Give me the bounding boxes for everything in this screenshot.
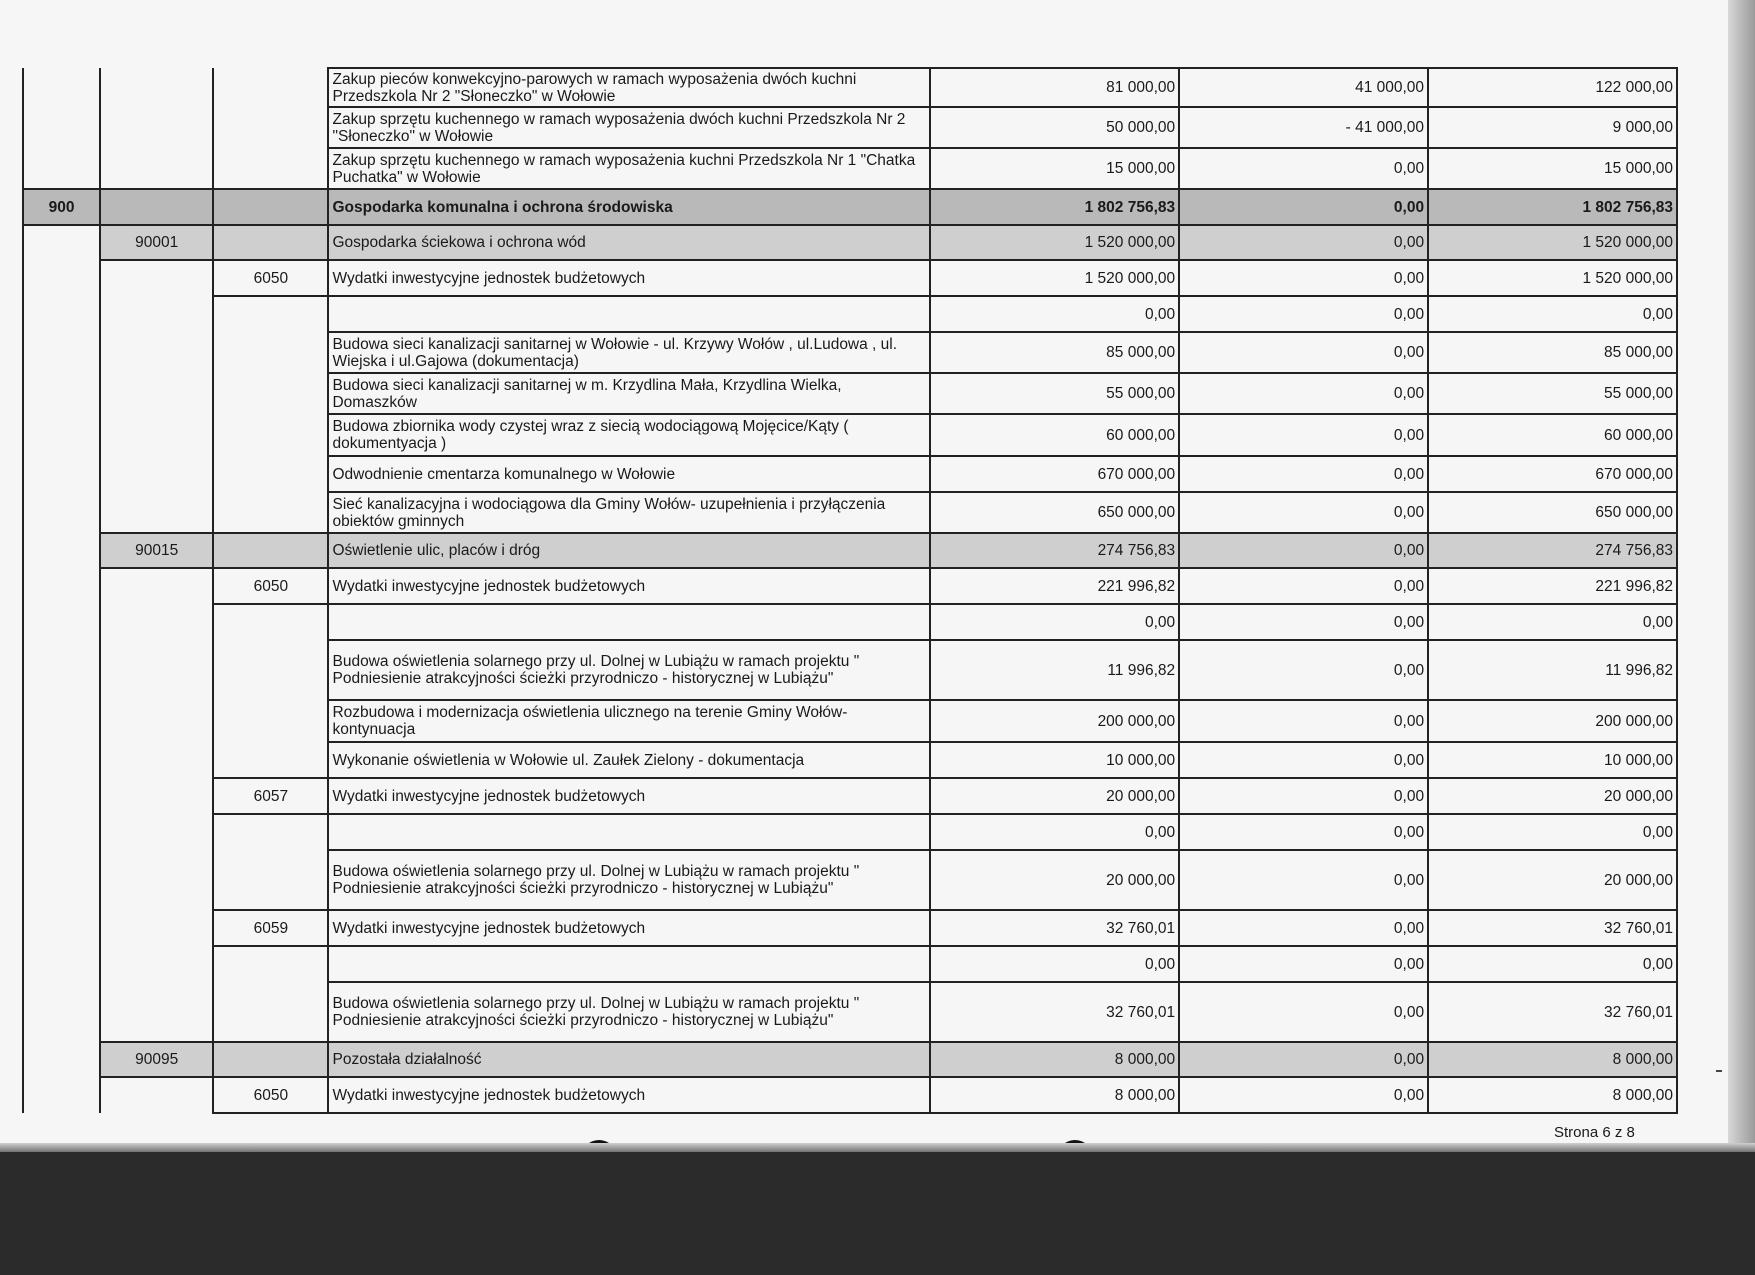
item-name-cell: Wydatki inwestycyjne jednostek budżetowych: [328, 778, 930, 814]
amount-after-cell: 10 000,00: [1428, 742, 1677, 778]
table-row-item: [23, 814, 1677, 850]
amount-after-cell: 15 000,00: [1428, 148, 1677, 189]
rozdzial-code-cell: 90095: [100, 1042, 213, 1077]
amount-after-cell: 20 000,00: [1428, 850, 1677, 910]
rozdzial-cell: [100, 568, 213, 604]
amount-change-cell: 0,00: [1179, 296, 1428, 332]
rozdzial-cell: [100, 1077, 213, 1113]
paragraf-cell: [213, 373, 328, 414]
rozdzial-cell: [100, 910, 213, 946]
scan-mark: [1716, 1070, 1722, 1072]
amount-before-cell: 50 000,00: [930, 107, 1179, 148]
amount-before-cell: 670 000,00: [930, 456, 1179, 492]
rozdzial-cell: [100, 492, 213, 533]
paragraf-cell: [213, 148, 328, 189]
amount-change-cell: 0,00: [1179, 456, 1428, 492]
rozdzial-cell: [100, 814, 213, 850]
amount-change-cell: 0,00: [1179, 332, 1428, 373]
amount-before-cell: 81 000,00: [930, 68, 1179, 107]
amount-before-cell: 20 000,00: [930, 778, 1179, 814]
paragraf-cell: [213, 189, 328, 225]
amount-change-cell: 41 000,00: [1179, 68, 1428, 107]
amount-before-cell: 200 000,00: [930, 700, 1179, 742]
dzial-cell: [23, 982, 100, 1042]
dzial-cell: [23, 68, 100, 107]
item-name-cell: Budowa oświetlenia solarnego przy ul. Dolnej w Lubiążu w ramach projektu " Podniesienie atrakcyjności ścieżki przyrodniczo - historycznej w Lubiążu": [328, 640, 930, 700]
table-row-item: [23, 332, 1677, 373]
rozdzial-cell: [100, 700, 213, 742]
paragraf-code-cell: 6059: [213, 910, 328, 946]
amount-after-cell: 32 760,01: [1428, 982, 1677, 1042]
amount-after-cell: 85 000,00: [1428, 332, 1677, 373]
amount-change-cell: 0,00: [1179, 640, 1428, 700]
item-name-cell: Wydatki inwestycyjne jednostek budżetowych: [328, 910, 930, 946]
paragraf-cell: [213, 640, 328, 700]
amount-change-cell: 0,00: [1179, 533, 1428, 568]
paragraf-cell: [213, 332, 328, 373]
rozdzial-cell: [100, 148, 213, 189]
amount-before-cell: 0,00: [930, 946, 1179, 982]
amount-after-cell: 1 802 756,83: [1428, 189, 1677, 225]
paragraf-code-cell: 6050: [213, 568, 328, 604]
dzial-cell: [23, 850, 100, 910]
dzial-cell: [23, 640, 100, 700]
amount-after-cell: 60 000,00: [1428, 414, 1677, 456]
rozdzial-cell: [100, 260, 213, 296]
dzial-cell: [23, 1077, 100, 1113]
amount-change-cell: 0,00: [1179, 1077, 1428, 1113]
amount-after-cell: 8 000,00: [1428, 1077, 1677, 1113]
paragraf-cell: [213, 68, 328, 107]
amount-after-cell: 11 996,82: [1428, 640, 1677, 700]
amount-before-cell: 85 000,00: [930, 332, 1179, 373]
amount-after-cell: 200 000,00: [1428, 700, 1677, 742]
dzial-cell: [23, 296, 100, 332]
amount-after-cell: 55 000,00: [1428, 373, 1677, 414]
paragraf-cell: [213, 604, 328, 640]
rozdzial-cell: [100, 640, 213, 700]
amount-change-cell: 0,00: [1179, 814, 1428, 850]
rozdzial-cell: [100, 107, 213, 148]
item-name-cell: Budowa oświetlenia solarnego przy ul. Dolnej w Lubiążu w ramach projektu " Podniesienie atrakcyjności ścieżki przyrodniczo - historycznej w Lubiążu": [328, 982, 930, 1042]
amount-after-cell: 670 000,00: [1428, 456, 1677, 492]
dzial-cell: [23, 414, 100, 456]
amount-change-cell: 0,00: [1179, 778, 1428, 814]
amount-before-cell: 0,00: [930, 814, 1179, 850]
item-name-cell: Wydatki inwestycyjne jednostek budżetowych: [328, 568, 930, 604]
amount-change-cell: 0,00: [1179, 700, 1428, 742]
rozdzial-cell: [100, 604, 213, 640]
table-row-item: [23, 946, 1677, 982]
amount-change-cell: 0,00: [1179, 414, 1428, 456]
table-row-item: [23, 850, 1677, 910]
rozdzial-cell: [100, 850, 213, 910]
amount-change-cell: 0,00: [1179, 1042, 1428, 1077]
amount-change-cell: 0,00: [1179, 189, 1428, 225]
amount-after-cell: 274 756,83: [1428, 533, 1677, 568]
amount-after-cell: 20 000,00: [1428, 778, 1677, 814]
dzial-cell: [23, 533, 100, 568]
dzial-code-cell: 900: [23, 189, 100, 225]
dzial-cell: [23, 225, 100, 260]
item-name-cell: [328, 296, 930, 332]
paragraf-cell: [213, 814, 328, 850]
amount-change-cell: 0,00: [1179, 225, 1428, 260]
dzial-cell: [23, 456, 100, 492]
amount-change-cell: 0,00: [1179, 373, 1428, 414]
paragraf-cell: [213, 533, 328, 568]
amount-change-cell: 0,00: [1179, 148, 1428, 189]
dzial-cell: [23, 604, 100, 640]
dzial-cell: [23, 492, 100, 533]
item-name-cell: Pozostała działalność: [328, 1042, 930, 1077]
paragraf-cell: [213, 700, 328, 742]
amount-before-cell: 11 996,82: [930, 640, 1179, 700]
item-name-cell: [328, 814, 930, 850]
rozdzial-cell: [100, 332, 213, 373]
table-row-dzial: [23, 189, 1677, 225]
rozdzial-cell: [100, 982, 213, 1042]
item-name-cell: Odwodnienie cmentarza komunalnego w Wołowie: [328, 456, 930, 492]
table-row-rozdzial: [23, 225, 1677, 260]
rozdzial-code-cell: 90015: [100, 533, 213, 568]
paragraf-cell: [213, 296, 328, 332]
dzial-cell: [23, 260, 100, 296]
rozdzial-cell: [100, 296, 213, 332]
dzial-cell: [23, 814, 100, 850]
item-name-cell: Rozbudowa i modernizacja oświetlenia ulicznego na terenie Gminy Wołów- kontynuacja: [328, 700, 930, 742]
amount-before-cell: 221 996,82: [930, 568, 1179, 604]
rozdzial-code-cell: 90001: [100, 225, 213, 260]
table-row-paragraf: [23, 1077, 1677, 1113]
amount-after-cell: 0,00: [1428, 604, 1677, 640]
rozdzial-cell: [100, 414, 213, 456]
table-row-item: [23, 68, 1677, 107]
amount-before-cell: 0,00: [930, 604, 1179, 640]
amount-after-cell: 8 000,00: [1428, 1042, 1677, 1077]
dzial-cell: [23, 946, 100, 982]
dzial-cell: [23, 742, 100, 778]
budget-table-body: [23, 68, 1677, 1113]
amount-before-cell: 274 756,83: [930, 533, 1179, 568]
item-name-cell: Gospodarka ściekowa i ochrona wód: [328, 225, 930, 260]
rozdzial-cell: [100, 373, 213, 414]
item-name-cell: Gospodarka komunalna i ochrona środowiska: [328, 189, 930, 225]
dzial-cell: [23, 332, 100, 373]
budget-table: [22, 67, 1678, 1114]
paragraf-cell: [213, 850, 328, 910]
amount-after-cell: 650 000,00: [1428, 492, 1677, 533]
dzial-cell: [23, 700, 100, 742]
table-row-item: [23, 604, 1677, 640]
rozdzial-cell: [100, 778, 213, 814]
amount-before-cell: 1 520 000,00: [930, 225, 1179, 260]
item-name-cell: Sieć kanalizacyjna i wodociągowa dla Gminy Wołów- uzupełnienia i przyłączenia obiektów gminnych: [328, 492, 930, 533]
paragraf-cell: [213, 492, 328, 533]
amount-after-cell: 0,00: [1428, 296, 1677, 332]
scanner-background: [0, 1152, 1755, 1275]
amount-after-cell: 9 000,00: [1428, 107, 1677, 148]
amount-before-cell: 1 802 756,83: [930, 189, 1179, 225]
table-row-item: [23, 296, 1677, 332]
amount-change-cell: 0,00: [1179, 910, 1428, 946]
item-name-cell: Wykonanie oświetlenia w Wołowie ul. Zaułek Zielony - dokumentacja: [328, 742, 930, 778]
amount-before-cell: 32 760,01: [930, 910, 1179, 946]
dzial-cell: [23, 373, 100, 414]
item-name-cell: [328, 946, 930, 982]
dzial-cell: [23, 568, 100, 604]
footer-page-number: Strona 6 z 8: [1554, 1124, 1635, 1141]
dzial-cell: [23, 910, 100, 946]
scan-edge: [1728, 0, 1755, 1160]
amount-change-cell: 0,00: [1179, 492, 1428, 533]
table-row-item: [23, 640, 1677, 700]
item-name-cell: Budowa sieci kanalizacji sanitarnej w Wołowie - ul. Krzywy Wołów , ul.Ludowa , ul. Wiejska i ul.Gajowa (dokumentacja): [328, 332, 930, 373]
table-row-rozdzial: [23, 1042, 1677, 1077]
item-name-cell: Zakup pieców konwekcyjno-parowych w ramach wyposażenia dwóch kuchni Przedszkola Nr 2 "Słoneczko" w Wołowie: [328, 68, 930, 107]
paragraf-cell: [213, 1042, 328, 1077]
item-name-cell: Oświetlenie ulic, placów i dróg: [328, 533, 930, 568]
amount-before-cell: 15 000,00: [930, 148, 1179, 189]
amount-before-cell: 650 000,00: [930, 492, 1179, 533]
item-name-cell: [328, 604, 930, 640]
item-name-cell: Budowa sieci kanalizacji sanitarnej w m. Krzydlina Mała, Krzydlina Wielka, Domaszków: [328, 373, 930, 414]
paragraf-code-cell: 6050: [213, 1077, 328, 1113]
item-name-cell: Wydatki inwestycyjne jednostek budżetowych: [328, 260, 930, 296]
amount-after-cell: 32 760,01: [1428, 910, 1677, 946]
rozdzial-cell: [100, 189, 213, 225]
paragraf-cell: [213, 107, 328, 148]
amount-before-cell: 10 000,00: [930, 742, 1179, 778]
table-row-item: [23, 107, 1677, 148]
amount-before-cell: 8 000,00: [930, 1077, 1179, 1113]
amount-change-cell: 0,00: [1179, 260, 1428, 296]
amount-after-cell: 1 520 000,00: [1428, 260, 1677, 296]
dzial-cell: [23, 107, 100, 148]
item-name-cell: Budowa oświetlenia solarnego przy ul. Dolnej w Lubiążu w ramach projektu " Podniesienie atrakcyjności ścieżki przyrodniczo - historycznej w Lubiążu": [328, 850, 930, 910]
rozdzial-cell: [100, 946, 213, 982]
dzial-cell: [23, 1042, 100, 1077]
amount-after-cell: 0,00: [1428, 946, 1677, 982]
amount-change-cell: 0,00: [1179, 568, 1428, 604]
table-row-paragraf: [23, 260, 1677, 296]
amount-change-cell: - 41 000,00: [1179, 107, 1428, 148]
dzial-cell: [23, 148, 100, 189]
table-row-item: [23, 414, 1677, 456]
paragraf-cell: [213, 225, 328, 260]
amount-before-cell: 55 000,00: [930, 373, 1179, 414]
paragraf-cell: [213, 946, 328, 982]
amount-change-cell: 0,00: [1179, 742, 1428, 778]
amount-before-cell: 0,00: [930, 296, 1179, 332]
item-name-cell: Zakup sprzętu kuchennego w ramach wyposażenia dwóch kuchni Przedszkola Nr 2 "Słoneczko" w Wołowie: [328, 107, 930, 148]
rozdzial-cell: [100, 742, 213, 778]
paragraf-cell: [213, 982, 328, 1042]
dzial-cell: [23, 778, 100, 814]
amount-after-cell: 1 520 000,00: [1428, 225, 1677, 260]
amount-before-cell: 32 760,01: [930, 982, 1179, 1042]
rozdzial-cell: [100, 456, 213, 492]
table-row-item: [23, 373, 1677, 414]
amount-before-cell: 60 000,00: [930, 414, 1179, 456]
paragraf-code-cell: 6057: [213, 778, 328, 814]
table-row-paragraf: [23, 568, 1677, 604]
amount-before-cell: 20 000,00: [930, 850, 1179, 910]
amount-change-cell: 0,00: [1179, 604, 1428, 640]
table-row-paragraf: [23, 778, 1677, 814]
amount-change-cell: 0,00: [1179, 850, 1428, 910]
amount-after-cell: 122 000,00: [1428, 68, 1677, 107]
table-row-rozdzial: [23, 533, 1677, 568]
amount-after-cell: 0,00: [1428, 814, 1677, 850]
table-row-item: [23, 492, 1677, 533]
table-row-item: [23, 148, 1677, 189]
amount-before-cell: 8 000,00: [930, 1042, 1179, 1077]
item-name-cell: Zakup sprzętu kuchennego w ramach wyposażenia kuchni Przedszkola Nr 1 "Chatka Puchatka" w Wołowie: [328, 148, 930, 189]
amount-after-cell: 221 996,82: [1428, 568, 1677, 604]
rozdzial-cell: [100, 68, 213, 107]
item-name-cell: Wydatki inwestycyjne jednostek budżetowych: [328, 1077, 930, 1113]
table-row-item: [23, 742, 1677, 778]
table-row-paragraf: [23, 910, 1677, 946]
table-row-item: [23, 700, 1677, 742]
paragraf-cell: [213, 414, 328, 456]
amount-change-cell: 0,00: [1179, 982, 1428, 1042]
paragraf-cell: [213, 456, 328, 492]
paragraf-code-cell: 6050: [213, 260, 328, 296]
item-name-cell: Budowa zbiornika wody czystej wraz z siecią wodociągową Mojęcice/Kąty ( dokumentyacja ): [328, 414, 930, 456]
paragraf-cell: [213, 742, 328, 778]
table-row-item: [23, 456, 1677, 492]
table-row-item: [23, 982, 1677, 1042]
amount-before-cell: 1 520 000,00: [930, 260, 1179, 296]
amount-change-cell: 0,00: [1179, 946, 1428, 982]
